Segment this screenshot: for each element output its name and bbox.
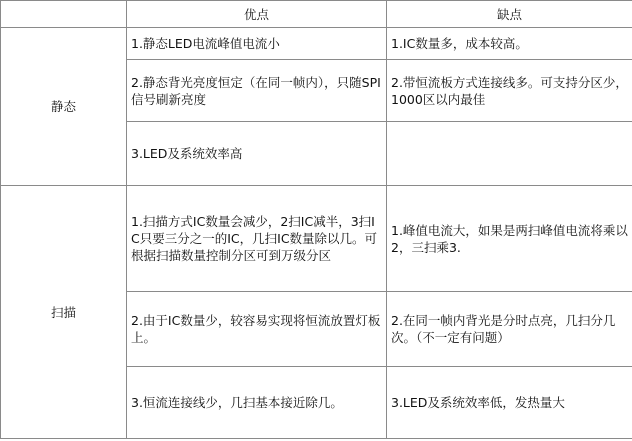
pro-text: 1.扫描方式IC数量会减少，2扫IC减半，3扫IC只要三分之一的IC，几扫IC数量除以几。可根据扫描数量控制分区可到万级分区 — [131, 214, 378, 263]
con-text: 2.在同一帧内背光是分时点亮，几扫分几次。（不一定有问题） — [391, 313, 616, 345]
category-static: 静态 — [1, 28, 127, 186]
pro-text: 2.静态背光亮度恒定（在同一帧内），只随SPI信号刷新亮度 — [131, 74, 381, 107]
header-pros: 优点 — [127, 1, 387, 28]
header-row — [1, 1, 632, 28]
table-row — [1, 28, 632, 60]
pro-cell — [127, 186, 387, 292]
pro-text: 1.静态LED电流峰值电流小 — [131, 36, 280, 51]
con-cell — [387, 367, 632, 439]
category-scan: 扫描 — [1, 186, 127, 439]
con-text: 1.峰值电流大，如果是两扫峰值电流将乘以2，三扫乘3. — [391, 222, 628, 255]
header-cons: 缺点 — [387, 1, 632, 28]
con-text: 1.IC数量多，成本较高。 — [391, 36, 528, 51]
pro-cell — [127, 367, 387, 439]
pro-cell — [127, 122, 387, 186]
con-cell — [387, 292, 632, 367]
pro-text: 3.恒流连接线少，几扫基本接近除几。 — [131, 395, 343, 410]
con-cell — [387, 28, 632, 60]
pro-text: 3.LED及系统效率高 — [131, 146, 243, 161]
pro-cell — [127, 28, 387, 60]
con-text: 2.带恒流板方式连接线多。可支持分区少，1000区以内最佳 — [391, 74, 628, 107]
pro-text: 2.由于IC数量少，较容易实现将恒流放置灯板上。 — [131, 313, 381, 345]
con-cell — [387, 60, 632, 122]
pro-cell — [127, 60, 387, 122]
con-cell — [387, 122, 632, 186]
con-text: 3.LED及系统效率低，发热量大 — [391, 395, 565, 410]
table-row — [1, 186, 632, 292]
con-cell — [387, 186, 632, 292]
header-corner — [1, 1, 127, 28]
pro-cell — [127, 292, 387, 367]
